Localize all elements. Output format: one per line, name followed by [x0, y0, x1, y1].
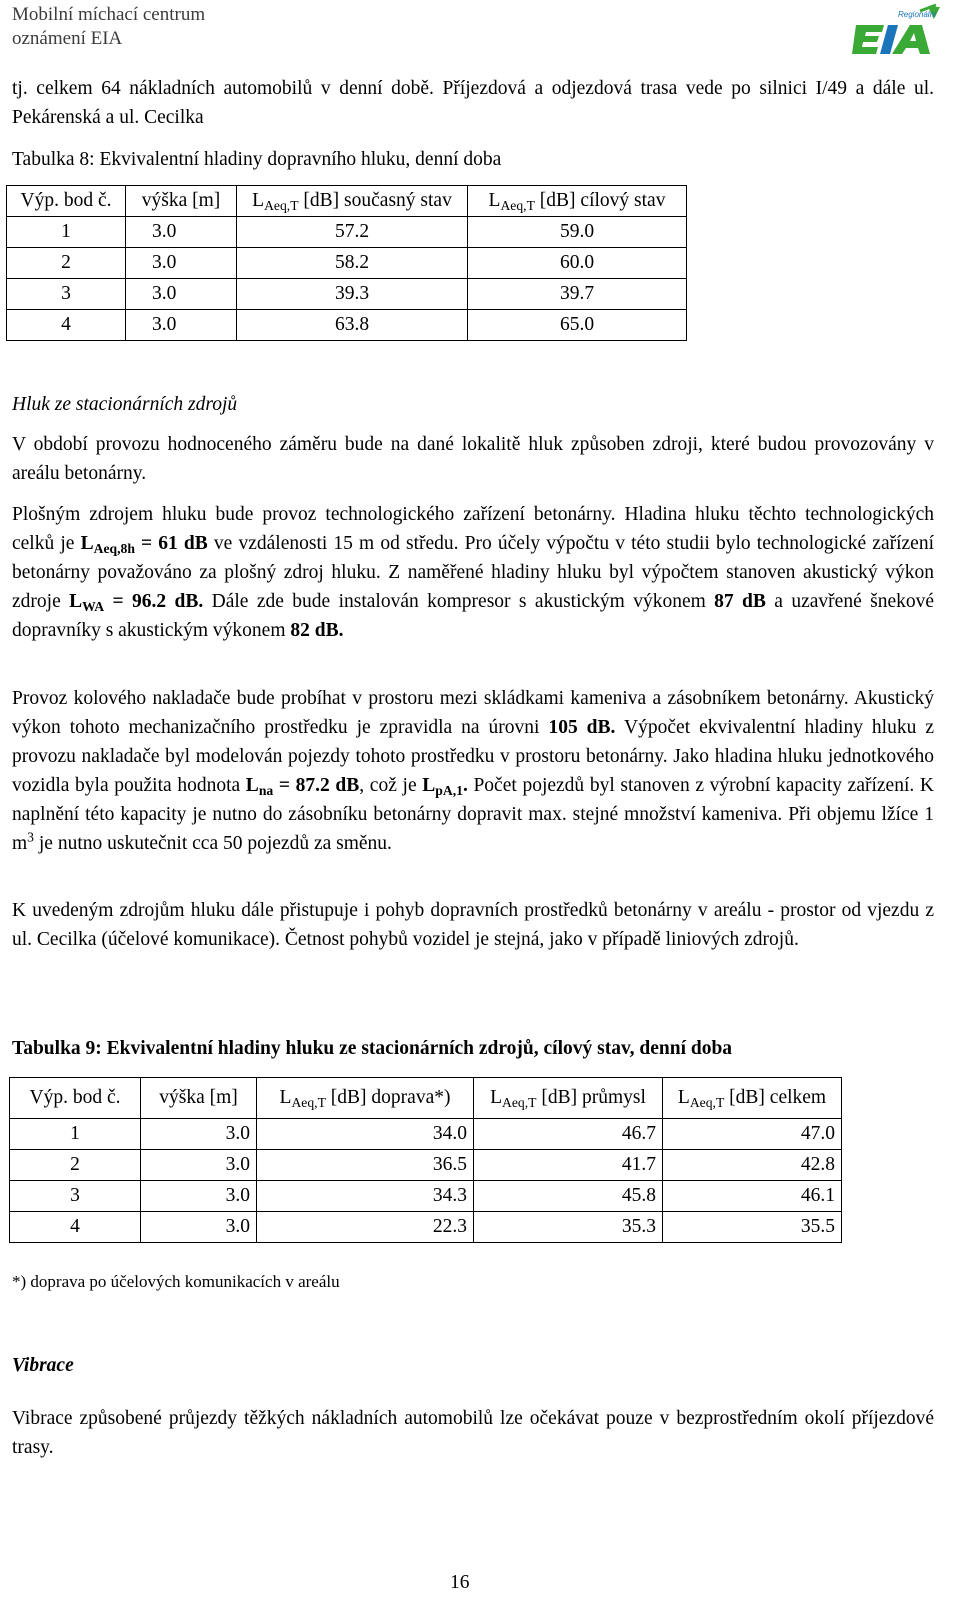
table8-cell-target: 60.0 [468, 248, 687, 279]
table-row [7, 217, 687, 248]
table9-cell-height: 3.0 [141, 1212, 257, 1243]
table9-cell-industry: 41.7 [474, 1150, 663, 1181]
table9-cell-total: 47.0 [663, 1119, 842, 1150]
logo-text-regional: Regionální [898, 10, 937, 19]
table9-cell-point: 2 [10, 1150, 141, 1181]
stationary-paragraph-3: Provoz kolového nakladače bude probíhat v prostoru mezi skládkami kameniva a zásobníkem betonárny. Akustický výkon tohoto mechanizačního prostředku je zpravidla na úrovni 105 dB. Výpočet ekvivalentní hladiny hluku z provozu nakladače byl modelován pojezdy tohoto prostředku v prostoru betonárny. Jako hladina hluku jednotkového vozidla byla použita hodnota $L_{na} = 87.2$ dB, což je $L_{pA,1}$. Počet pojezdů byl stanoven z výrobní kapacity zařízení. K naplnění této kapacity je nutno do zásobníku betonárny dopravit max. stejné množství kameniva. Při objemu lžíce 1 $m^3$ je nutno uskutečnit cca 50 pojezdů za směnu. [12, 688, 934, 854]
table8-header-target: $L_{Aeq,T}$ [dB] cílový stav [468, 186, 687, 217]
stationary-paragraph-1: V období provozu hodnoceného záměru bude na dané lokalitě hluk způsoben zdroji, které budou provozovány v areálu betonárny. [12, 434, 934, 484]
table8-cell-current: 63.8 [237, 310, 468, 341]
table8-cell-target: 39.7 [468, 279, 687, 310]
table8-caption: Tabulka 8: Ekvivalentní hladiny dopravního hluku, denní doba [12, 149, 502, 170]
table9-header-point: Výp. bod č. [10, 1078, 141, 1119]
table8-header-current: $L_{Aeq,T}$ [dB] současný stav [237, 186, 468, 217]
table8-cell-point: 3 [7, 279, 126, 310]
header-line-2: oznámení EIA [12, 28, 123, 49]
table9-header-height: výška [m] [141, 1078, 257, 1119]
table9-cell-industry: 45.8 [474, 1181, 663, 1212]
table-row [10, 1150, 842, 1181]
table8-cell-point: 4 [7, 310, 126, 341]
logo-text-centrum: centrum [906, 53, 932, 59]
table8-cell-current: 58.2 [237, 248, 468, 279]
table9-cell-height: 3.0 [141, 1119, 257, 1150]
table8-cell-height: 3.0 [126, 217, 237, 248]
table8-cell-point: 1 [7, 217, 126, 248]
table9-cell-traffic: 36.5 [257, 1150, 474, 1181]
section-heading-stationary: Hluk ze stacionárních zdrojů [12, 394, 238, 415]
table9-cell-traffic: 34.0 [257, 1119, 474, 1150]
table-row [10, 1212, 842, 1243]
table9-header-traffic: $L_{Aeq,T}$ [dB] doprava*) [257, 1078, 474, 1119]
table9-cell-traffic: 22.3 [257, 1212, 474, 1243]
vibration-paragraph: Vibrace způsobené průjezdy těžkých nákladních automobilů lze očekávat pouze v bezprostředním okolí příjezdové trasy. [12, 1408, 934, 1458]
table9-cell-height: 3.0 [141, 1150, 257, 1181]
page-number: 16 [450, 1572, 470, 1593]
table8-cell-height: 3.0 [126, 279, 237, 310]
stationary-paragraph-4: K uvedeným zdrojům hluku dále přistupuje i pohyb dopravních prostředků betonárny v areálu - prostor od vjezdu z ul. Cecilka (účelové komunikace). Četnost pohybů vozidel je stejná, jako v případě liniových zdrojů. [12, 900, 934, 950]
intro-paragraph: tj. celkem 64 nákladních automobilů v denní době. Příjezdová a odjezdová trasa vede po silnici I/49 a dále ul. Pekárenská a ul. Cecilka [12, 78, 934, 128]
table9-cell-total: 46.1 [663, 1181, 842, 1212]
table-row [10, 1181, 842, 1212]
regional-eia-centre-logo [850, 3, 942, 59]
table8-cell-current: 39.3 [237, 279, 468, 310]
table8-cell-target: 59.0 [468, 217, 687, 248]
header-line-1: Mobilní míchací centrum [12, 4, 206, 25]
table8-cell-point: 2 [7, 248, 126, 279]
table8-header-point: Výp. bod č. [7, 186, 126, 217]
table8-traffic-noise [6, 185, 687, 341]
table9-cell-industry: 46.7 [474, 1119, 663, 1150]
table8-cell-target: 65.0 [468, 310, 687, 341]
table8-cell-height: 3.0 [126, 310, 237, 341]
table9-stationary-noise [9, 1077, 842, 1243]
table-row [10, 1119, 842, 1150]
table9-cell-total: 35.5 [663, 1212, 842, 1243]
stationary-paragraph-2: Plošným zdrojem hluku bude provoz technologického zařízení betonárny. Hladina hluku těchto technologických celků je $L_{Aeq,8h} = 61$ dB ve vzdálenosti 15 m od středu. Pro účely výpočtu v této studii bylo technologické zařízení betonárny považováno za plošný zdroj hluku. Z naměřené hladiny hluku byl výpočtem stanoven akustický výkon zdroje $L_{WA} = 96.2$ dB. Dále zde bude instalován kompresor s akustickým výkonem 87 dB a uzavřené šnekové dopravníky s akustickým výkonem 82 dB. [12, 504, 935, 641]
document-header [12, 3, 205, 51]
table-row [7, 248, 687, 279]
table9-header-total: $L_{Aeq,T}$ [dB] celkem [663, 1078, 842, 1119]
table9-cell-industry: 35.3 [474, 1212, 663, 1243]
table9-cell-traffic: 34.3 [257, 1181, 474, 1212]
table8-header-row [7, 186, 687, 217]
table8-header-height: výška [m] [126, 186, 237, 217]
table9-header-industry: $L_{Aeq,T}$ [dB] průmysl [474, 1078, 663, 1119]
table8-cell-height: 3.0 [126, 248, 237, 279]
table9-cell-point: 4 [10, 1212, 141, 1243]
table9-caption: Tabulka 9: Ekvivalentní hladiny hluku ze stacionárních zdrojů, cílový stav, denní doba [12, 1038, 733, 1059]
table9-header-row [10, 1078, 842, 1119]
table9-cell-point: 1 [10, 1119, 141, 1150]
table9-cell-height: 3.0 [141, 1181, 257, 1212]
table8-cell-current: 57.2 [237, 217, 468, 248]
table9-cell-point: 3 [10, 1181, 141, 1212]
table9-cell-total: 42.8 [663, 1150, 842, 1181]
section-heading-vibration: Vibrace [12, 1355, 74, 1376]
table-row [7, 310, 687, 341]
table-row [7, 279, 687, 310]
table9-footnote: *) doprava po účelových komunikacích v areálu [12, 1272, 340, 1291]
